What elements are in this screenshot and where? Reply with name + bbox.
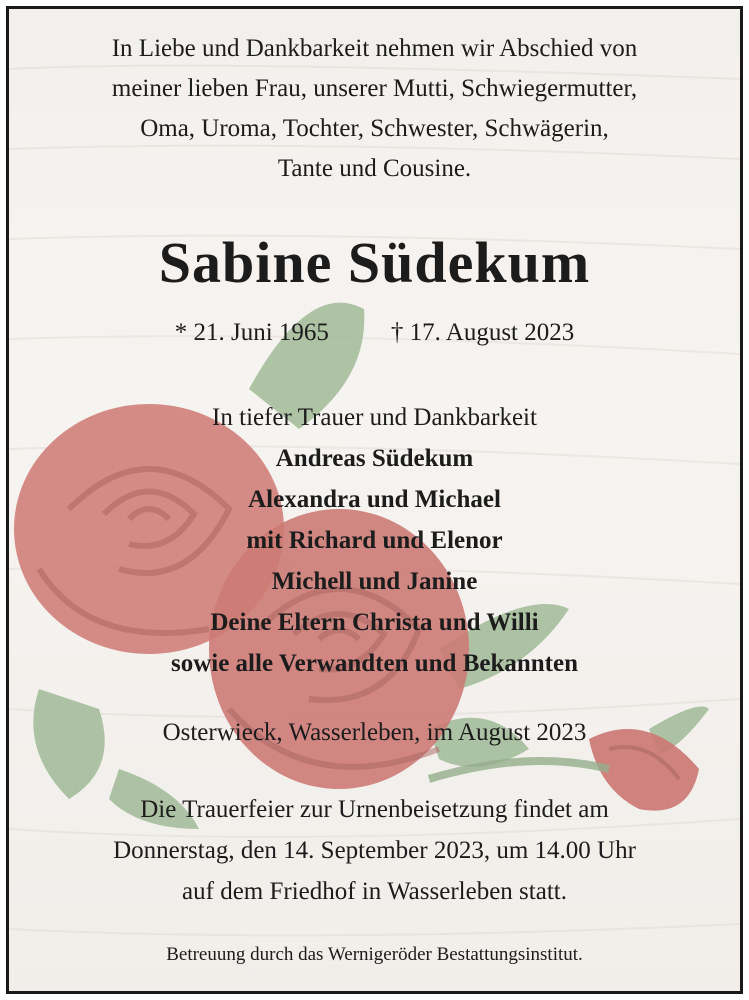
intro-line: Oma, Uroma, Tochter, Schwester, Schwägerin, bbox=[140, 115, 609, 142]
mourner-name: Alexandra und Michael bbox=[248, 486, 501, 513]
obituary-notice bbox=[6, 6, 743, 994]
life-dates bbox=[9, 319, 740, 347]
notice-text bbox=[9, 9, 740, 991]
intro-line: meiner lieben Frau, unserer Mutti, Schwiegermutter, bbox=[111, 75, 638, 102]
birth-date: * 21. Juni 1965 bbox=[174, 319, 329, 346]
funeral-home-note: Betreuung durch das Wernigeröder Bestattungsinstitut. bbox=[166, 944, 583, 965]
service-line: Die Trauerfeier zur Urnenbeisetzung findet am bbox=[140, 796, 609, 823]
intro-line: Tante und Cousine. bbox=[277, 155, 472, 182]
mourner-name: Deine Eltern Christa und Willi bbox=[210, 609, 539, 636]
death-date: † 17. August 2023 bbox=[390, 319, 575, 346]
deceased-name: Sabine Südekum bbox=[158, 230, 591, 295]
mourning-line: In tiefer Trauer und Dankbarkeit bbox=[212, 404, 537, 431]
intro-text bbox=[9, 29, 740, 189]
mourner-name: Andreas Südekum bbox=[275, 445, 474, 472]
intro-line: In Liebe und Dankbarkeit nehmen wir Abschied von bbox=[111, 35, 638, 62]
place-date: Osterwieck, Wasserleben, im August 2023 bbox=[162, 719, 587, 746]
mourners-block bbox=[9, 397, 740, 684]
funeral-service-info bbox=[9, 789, 740, 912]
mourner-name: Michell und Janine bbox=[271, 568, 478, 595]
mourner-name: sowie alle Verwandten und Bekannten bbox=[170, 650, 579, 677]
mourner-name: mit Richard und Elenor bbox=[246, 527, 503, 554]
service-line: Donnerstag, den 14. September 2023, um 14.00 Uhr bbox=[113, 837, 636, 864]
service-line: auf dem Friedhof in Wasserleben statt. bbox=[182, 878, 567, 905]
